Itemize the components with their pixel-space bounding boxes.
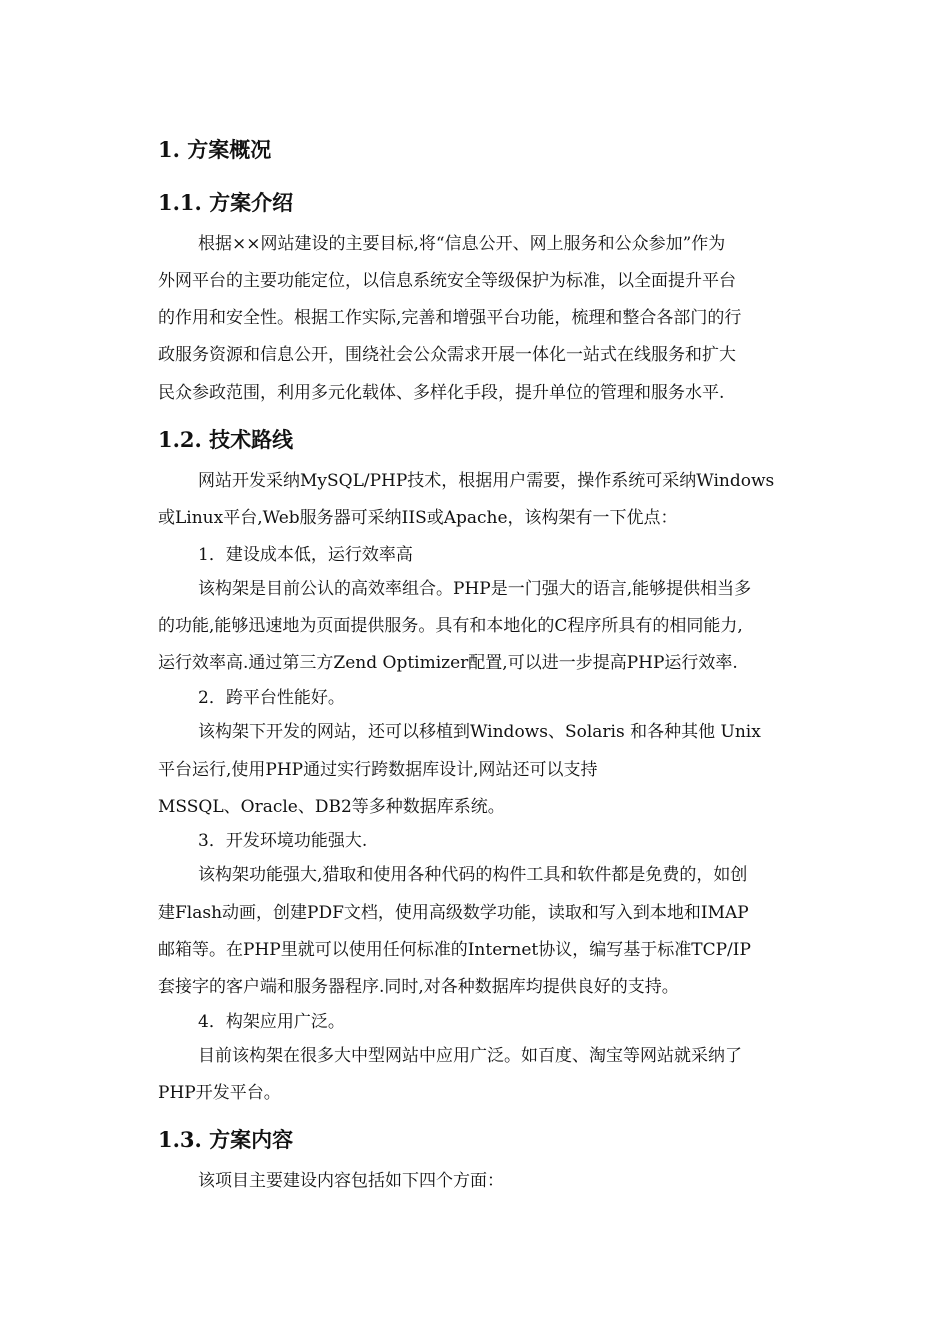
- paragraph-line: 建Flash动画，创建PDF文档，使用高级数学功能，读取和写入到本地和IMAP: [158, 903, 749, 923]
- heading-1-1: 1.1. 方案介绍: [158, 190, 294, 215]
- heading-1-2: 1.2. 技术路线: [158, 427, 294, 452]
- paragraph-line: 或Linux平台,Web服务器可采纳IIS或Apache，该构架有一下优点：: [158, 508, 678, 528]
- list-item-heading: 4．构架应用广泛。: [198, 1012, 345, 1032]
- paragraph-line: 外网平台的主要功能定位，以信息系统安全等级保护为标准，以全面提升平台: [158, 271, 736, 291]
- paragraph-line: 套接字的客户端和服务器程序.同时,对各种数据库均提供良好的支持。: [158, 977, 679, 997]
- paragraph-line: 该构架是目前公认的高效率组合。PHP是一门强大的语言,能够提供相当多: [198, 579, 752, 599]
- paragraph-line: 的功能,能够迅速地为页面提供服务。具有和本地化的C程序所具有的相同能力,: [158, 616, 743, 636]
- paragraph-line: 运行效率高.通过第三方Zend Optimizer配置,可以进一步提高PHP运行效率.: [158, 653, 738, 673]
- paragraph-line: 根据××网站建设的主要目标,将“信息公开、网上服务和公众参加”作为: [198, 234, 726, 254]
- paragraph-line: PHP开发平台。: [158, 1083, 281, 1103]
- paragraph-line: 的作用和安全性。根据工作实际,完善和增强平台功能，梳理和整合各部门的行: [158, 308, 742, 328]
- paragraph-line: 该构架功能强大,猎取和使用各种代码的构件工具和软件都是免费的，如创: [198, 865, 748, 885]
- list-item-heading: 1．建设成本低，运行效率高: [198, 545, 413, 565]
- paragraph-line: 该项目主要建设内容包括如下四个方面：: [198, 1171, 504, 1191]
- heading-1-3: 1.3. 方案内容: [158, 1127, 294, 1152]
- list-item-heading: 3．开发环境功能强大.: [198, 831, 368, 851]
- paragraph-line: MSSQL、Oracle、DB2等多种数据库系统。: [158, 797, 505, 817]
- list-item-heading: 2．跨平台性能好。: [198, 688, 345, 708]
- paragraph-line: 平台运行,使用PHP通过实行跨数据库设计,网站还可以支持: [158, 760, 598, 780]
- paragraph-line: 政服务资源和信息公开，围绕社会公众需求开展一体化一站式在线服务和扩大: [158, 345, 736, 365]
- paragraph-line: 民众参政范围，利用多元化载体、多样化手段，提升单位的管理和服务水平.: [158, 383, 725, 403]
- paragraph-line: 网站开发采纳MySQL/PHP技术，根据用户需要，操作系统可采纳Windows: [198, 471, 775, 491]
- heading-1: 1. 方案概况: [158, 137, 272, 162]
- paragraph-line: 邮箱等。在PHP里就可以使用任何标准的Internet协议，编写基于标准TCP/IP: [158, 940, 751, 960]
- paragraph-line: 该构架下开发的网站，还可以移植到Windows、Solaris 和各种其他 Unix: [198, 722, 761, 742]
- paragraph-line: 目前该构架在很多大中型网站中应用广泛。如百度、淘宝等网站就采纳了: [198, 1046, 742, 1066]
